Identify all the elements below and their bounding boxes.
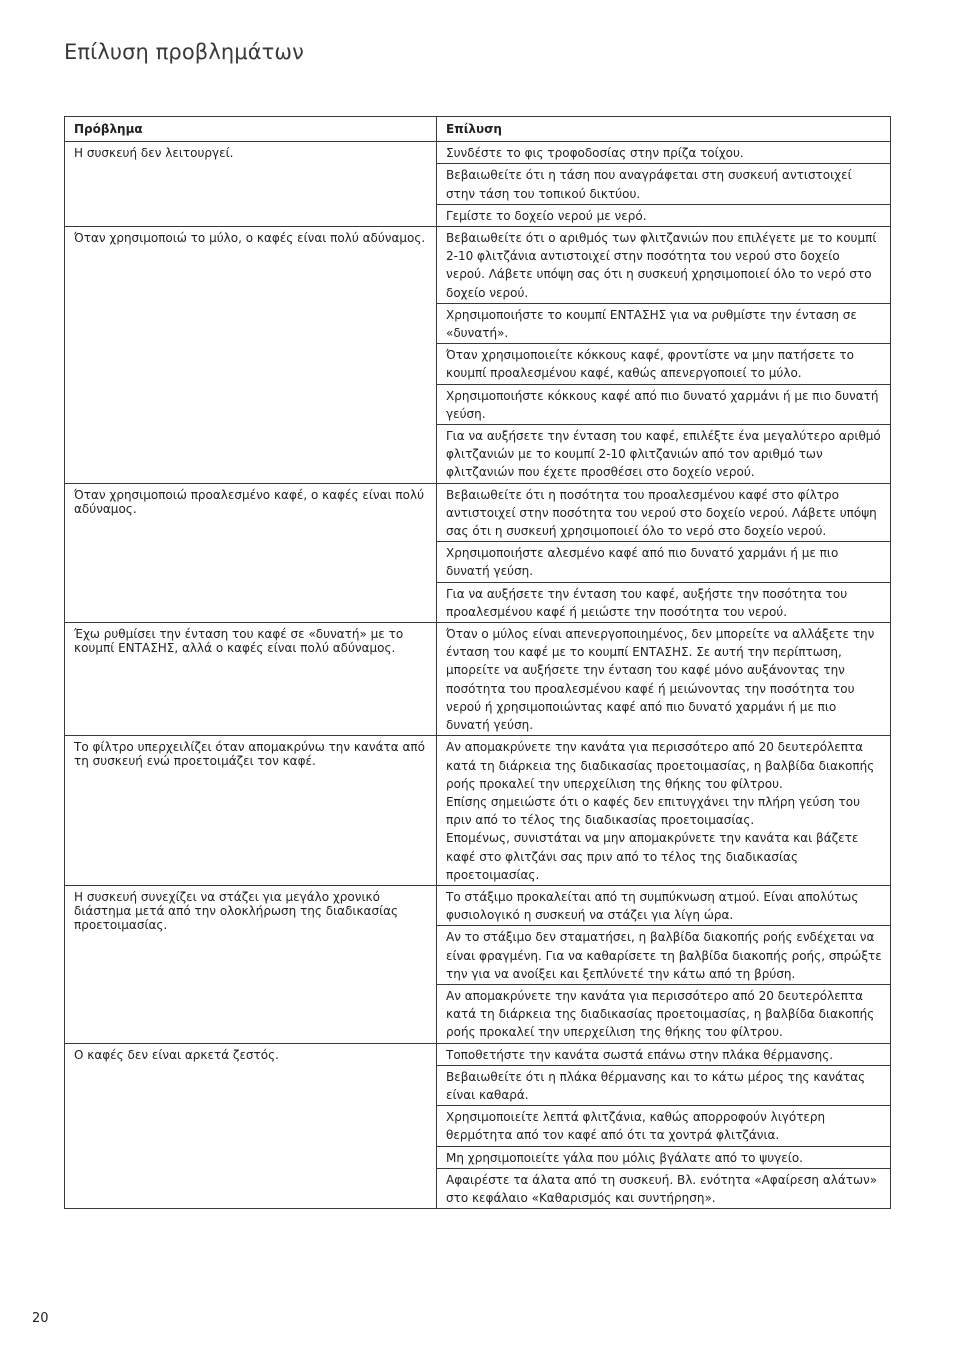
solution-cell: Αν απομακρύνετε την κανάτα για περισσότερο από 20 δευτερόλεπτα κατά τη διάρκεια της διαδικασίας προετοιμασίας, η βαλβίδα διακοπής ροής προκαλεί την υπερχείλιση της θήκης του φίλτρου. Επίσης σημειώστε ότι ο καφές δεν επιτυγχάνει την πλήρη γεύση του πριν από το τέλος της διαδικασίας προετοιμασίας. Επομένως, συνιστάται να μην απομακρύνετε την κανάτα και βάζετε καφέ στο φλιτζάνι σας πριν από το τέλος της διαδικασίας προετοιμασίας. [437, 736, 891, 886]
solution-cell: Χρησιμοποιήστε αλεσμένο καφέ από πιο δυνατό χαρμάνι ή με πιο δυνατή γεύση. [437, 542, 891, 582]
solution-cell: Συνδέστε το φις τροφοδοσίας στην πρίζα τοίχου. [437, 142, 891, 164]
solution-cell: Αφαιρέστε τα άλατα από τη συσκευή. Βλ. ενότητα «Αφαίρεση αλάτων» στο κεφάλαιο «Καθαρισμός και συντήρηση». [437, 1168, 891, 1208]
solution-cell: Βεβαιωθείτε ότι η ποσότητα του προαλεσμένου καφέ στο φίλτρο αντιστοιχεί στην ποσότητα του νερού στο δοχείο νερού. Λάβετε υπόψη σας ότι η συσκευή χρησιμοποιεί όλο το νερό στο δοχείο νερού. [437, 483, 891, 542]
problem-cell: Το φίλτρο υπερχειλίζει όταν απομακρύνω την κανάτα από τη συσκευή ενώ προετοιμάζει τον καφέ. [65, 736, 437, 886]
solution-cell: Για να αυξήσετε την ένταση του καφέ, αυξήστε την ποσότητα του προαλεσμένου καφέ ή μειώστε την ποσότητα του νερού. [437, 582, 891, 622]
problem-cell: Ο καφές δεν είναι αρκετά ζεστός. [65, 1043, 437, 1209]
solution-cell: Μη χρησιμοποιείτε γάλα που μόλις βγάλατε από το ψυγείο. [437, 1146, 891, 1168]
solution-cell: Βεβαιωθείτε ότι ο αριθμός των φλιτζανιών που επιλέγετε με το κουμπί 2-10 φλιτζάνια αντιστοιχεί στην ποσότητα του νερού στο δοχείο νερού. Λάβετε υπόψη σας ότι η συσκευή χρησιμοποιεί όλο το νερό στο δοχείο νερού. [437, 227, 891, 304]
troubleshooting-table [64, 116, 891, 1209]
solution-cell: Χρησιμοποιείτε λεπτά φλιτζάνια, καθώς απορροφούν λιγότερη θερμότητα από τον καφέ από ότι τα χοντρά φλιτζάνια. [437, 1106, 891, 1146]
table-row [65, 142, 891, 164]
table-row [65, 623, 891, 736]
solution-cell: Όταν χρησιμοποιείτε κόκκους καφέ, φροντίστε να μην πατήσετε το κουμπί προαλεσμένου καφέ, καθώς απενεργοποιεί το μύλο. [437, 344, 891, 384]
solution-cell: Χρησιμοποιήστε το κουμπί ΕΝΤΑΣΗΣ για να ρυθμίστε την ένταση σε «δυνατή». [437, 303, 891, 343]
problem-column-header: Πρόβλημα [65, 117, 437, 142]
problem-cell: Όταν χρησιμοποιώ προαλεσμένο καφέ, ο καφές είναι πολύ αδύναμος. [65, 483, 437, 622]
table-row [65, 483, 891, 542]
problem-cell: Η συσκευή συνεχίζει να στάζει για μεγάλο χρονικό διάστημα μετά από την ολοκλήρωση της διαδικασίας προετοιμασίας. [65, 885, 437, 1043]
table-row [65, 885, 891, 925]
solution-cell: Γεμίστε το δοχείο νερού με νερό. [437, 204, 891, 226]
solution-cell: Χρησιμοποιήστε κόκκους καφέ από πιο δυνατό χαρμάνι ή με πιο δυνατή γεύση. [437, 384, 891, 424]
solution-cell: Το στάξιμο προκαλείται από τη συμπύκνωση ατμού. Είναι απολύτως φυσιολογικό η συσκευή να στάζει για λίγη ώρα. [437, 885, 891, 925]
solution-cell: Βεβαιωθείτε ότι η πλάκα θέρμανσης και το κάτω μέρος της κανάτας είναι καθαρά. [437, 1065, 891, 1105]
table-body [65, 142, 891, 1209]
table-header-row [65, 117, 891, 142]
solution-cell: Για να αυξήσετε την ένταση του καφέ, επιλέξτε ένα μεγαλύτερο αριθμό φλιτζανιών με το κουμπί 2-10 φλιτζανιών από τον αριθμό των φλιτζανιών που έχετε προσθέσει στο δοχείο νερού. [437, 425, 891, 484]
solution-column-header: Επίλυση [437, 117, 891, 142]
solution-cell: Βεβαιωθείτε ότι η τάση που αναγράφεται στη συσκευή αντιστοιχεί στην τάση του τοπικού δικτύου. [437, 164, 891, 204]
page-title: Επίλυση προβλημάτων [64, 40, 304, 64]
problem-cell: Έχω ρυθμίσει την ένταση του καφέ σε «δυνατή» με το κουμπί ΕΝΤΑΣΗΣ, αλλά ο καφές είναι πολύ αδύναμος. [65, 623, 437, 736]
page-number: 20 [32, 1311, 49, 1326]
solution-cell: Αν απομακρύνετε την κανάτα για περισσότερο από 20 δευτερόλεπτα κατά τη διάρκεια της διαδικασίας προετοιμασίας, η βαλβίδα διακοπής ροής προκαλεί την υπερχείλιση της θήκης του φίλτρου. [437, 984, 891, 1043]
table-row [65, 227, 891, 304]
problem-cell: Η συσκευή δεν λειτουργεί. [65, 142, 437, 227]
solution-cell: Όταν ο μύλος είναι απενεργοποιημένος, δεν μπορείτε να αλλάξετε την ένταση του καφέ με το κουμπί ΕΝΤΑΣΗΣ. Σε αυτή την περίπτωση, μπορείτε να αυξήσετε την ένταση του καφέ μόνο αυξάνοντας την ποσότητα του προαλεσμένου καφέ ή μειώνοντας την ποσότητα του νερού ή χρησιμοποιώντας καφέ από πιο δυνατό χαρμάνι ή με πιο δυνατή γεύση. [437, 623, 891, 736]
table-row [65, 1043, 891, 1065]
solution-cell: Τοποθετήστε την κανάτα σωστά επάνω στην πλάκα θέρμανσης. [437, 1043, 891, 1065]
problem-cell: Όταν χρησιμοποιώ το μύλο, ο καφές είναι πολύ αδύναμος. [65, 227, 437, 484]
solution-cell: Αν το στάξιμο δεν σταματήσει, η βαλβίδα διακοπής ροής ενδέχεται να είναι φραγμένη. Για να καθαρίσετε τη βαλβίδα διακοπής ροής, σπρώξτε την για να ανοίξει και ξεπλύνετέ την κάτω από τη βρύση. [437, 926, 891, 985]
table-row [65, 736, 891, 886]
